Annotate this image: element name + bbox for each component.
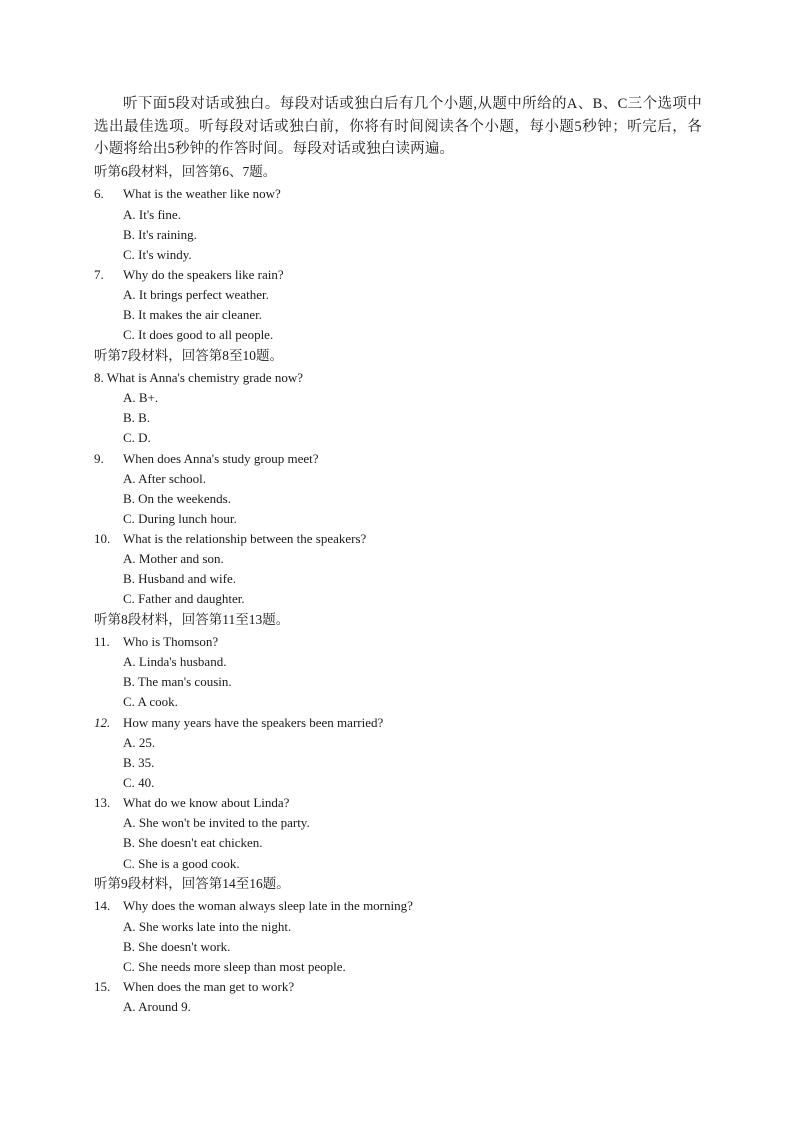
option-6b: B. It's raining. <box>123 227 197 242</box>
question-11: 11. Who is Thomson? <box>94 634 219 649</box>
option-8b: B. B. <box>123 410 151 425</box>
section-heading-7: 听第7段材料，回答第8至10题。 <box>94 348 283 363</box>
option-9c: C. During lunch hour. <box>123 511 237 526</box>
option-12c: C. 40. <box>123 775 155 790</box>
option-7c: C. It does good to all people. <box>123 327 274 342</box>
section-heading-6: 听第6段材料，回答第6、7题。 <box>94 164 277 179</box>
option-13a: A. She won't be invited to the party. <box>123 815 310 830</box>
option-10b: B. Husband and wife. <box>123 571 237 586</box>
option-10a: A. Mother and son. <box>123 551 224 566</box>
question-12: 12. How many years have the speakers been married? <box>94 715 384 730</box>
question-15: 15. When does the man get to work? <box>94 979 295 994</box>
option-15a: A. Around 9. <box>123 999 191 1014</box>
option-11b: B. The man's cousin. <box>123 674 232 689</box>
option-12a: A. 25. <box>123 735 156 750</box>
section-heading-8: 听第8段材料，回答第11至13题。 <box>94 612 290 627</box>
option-11c: C. A cook. <box>123 694 178 709</box>
option-9a: A. After school. <box>123 471 207 486</box>
question-6: 6. What is the weather like now? <box>94 186 281 201</box>
option-7a: A. It brings perfect weather. <box>123 287 269 302</box>
option-14b: B. She doesn't work. <box>123 939 231 954</box>
question-10: 10. What is the relationship between the speakers? <box>94 531 367 546</box>
option-10c: C. Father and daughter. <box>123 591 245 606</box>
option-6c: C. It's windy. <box>123 247 192 262</box>
option-6a: A. It's fine. <box>123 207 181 222</box>
question-7: 7. Why do the speakers like rain? <box>94 267 284 282</box>
option-13b: B. She doesn't eat chicken. <box>123 835 263 850</box>
instructions-paragraph: 听下面5段对话或独白。每段对话或独白后有几个小题,从题中所给的A、B、C三个选项中选出最佳选项。听每段对话或独白前，你将有时间阅读各个小题，每小题5秒钟；听完后，各小题将给出5秒钟的作答时间。每段对话或独白读两遍。 <box>94 96 702 157</box>
option-13c: C. She is a good cook. <box>123 856 240 871</box>
option-14a: A. She works late into the night. <box>123 919 292 934</box>
question-13: 13. What do we know about Linda? <box>94 795 290 810</box>
option-8a: A. B+. <box>123 390 159 405</box>
option-8c: C. D. <box>123 430 151 445</box>
option-12b: B. 35. <box>123 755 155 770</box>
option-7b: B. It makes the air cleaner. <box>123 307 262 322</box>
option-9b: B. On the weekends. <box>123 491 231 506</box>
option-14c: C. She needs more sleep than most people. <box>123 959 346 974</box>
question-14: 14. Why does the woman always sleep late in the morning? <box>94 898 413 913</box>
question-9: 9. When does Anna's study group meet? <box>94 451 319 466</box>
question-8: 8. What is Anna's chemistry grade now? <box>94 370 303 385</box>
option-11a: A. Linda's husband. <box>123 654 227 669</box>
section-heading-9: 听第9段材料，回答第14至16题。 <box>94 876 290 891</box>
